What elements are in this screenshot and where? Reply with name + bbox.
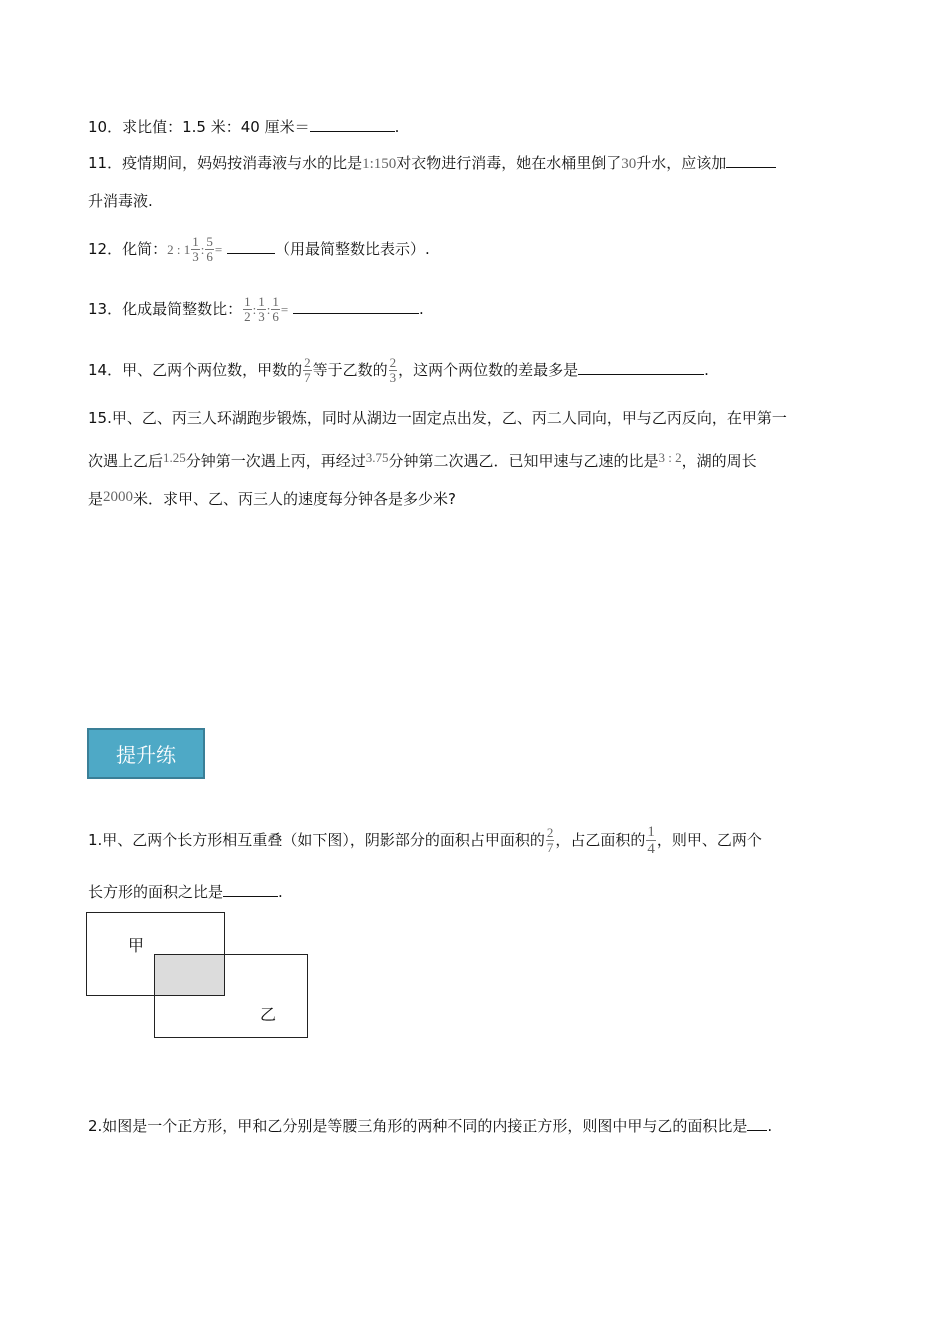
- equals: =: [280, 302, 289, 317]
- practice-1: [88, 820, 762, 860]
- fraction-den: 6: [272, 309, 279, 324]
- p2-text: 2.如图是一个正方形，甲和乙分别是等腰三角形的两种不同的内接正方形，则图中甲与乙的面积比是: [88, 1117, 748, 1135]
- p1-line2: 长方形的面积之比是: [88, 883, 224, 901]
- question-10: [88, 117, 399, 137]
- fraction: [257, 295, 266, 324]
- p1-text-c: ，则甲、乙两个: [656, 831, 762, 849]
- fraction-num: 1: [192, 234, 199, 249]
- section-title: 提升练: [116, 743, 176, 767]
- fraction-den: 7: [546, 840, 554, 855]
- question-14: [88, 352, 709, 388]
- q14-text-a: 14．甲、乙两个两位数，甲数的: [88, 361, 303, 379]
- question-12: [88, 232, 430, 267]
- q11-text-a: 11．疫情期间，妈妈按消毒液与水的比是: [88, 154, 363, 172]
- q14-text-c: ，这两个两位数的差最多是: [398, 361, 579, 379]
- period: .: [418, 300, 424, 318]
- period: .: [767, 1117, 773, 1135]
- question-11: [88, 153, 776, 174]
- answer-blank[interactable]: [227, 239, 275, 254]
- p1-text-a: 1.甲、乙两个长方形相互重叠（如下图），阴影部分的面积占甲面积的: [88, 831, 545, 849]
- question-11-line2: [88, 191, 153, 211]
- section-title-badge: [87, 728, 205, 779]
- q15-ratio: 3 : 2: [658, 450, 682, 465]
- practice-1-line2: [88, 882, 283, 902]
- label-yi: 乙: [260, 1005, 277, 1024]
- fraction: [271, 295, 280, 324]
- q15-line1: 15.甲、乙、丙三人环湖跑步锻炼，同时从湖边一固定点出发，乙、丙二人同向，甲与乙丙反向，在甲第一: [88, 409, 787, 427]
- fraction: [205, 235, 214, 264]
- q11-ratio: 1:150: [362, 156, 397, 172]
- q15-text: ，湖的周长: [681, 452, 757, 470]
- q15-time2: 3.75: [365, 450, 389, 465]
- fraction: [646, 824, 656, 857]
- fraction-den: 2: [244, 309, 251, 324]
- period: .: [704, 361, 709, 379]
- fraction-num: 1: [258, 294, 265, 309]
- q15-text: 分钟第二次遇乙．已知甲速与乙速的比是: [388, 452, 659, 470]
- practice-2: [88, 1116, 772, 1136]
- q14-text-b: 等于乙数的: [312, 361, 388, 379]
- question-15-line1: [88, 408, 787, 428]
- answer-blank[interactable]: [223, 882, 278, 897]
- period: .: [394, 118, 400, 136]
- fraction-num: 1: [272, 294, 279, 309]
- q12-text-b: （用最简整数比表示）.: [274, 240, 430, 258]
- fraction-num: 2: [389, 355, 397, 370]
- question-15-line3: [88, 487, 456, 509]
- q15-text: 是: [88, 490, 104, 508]
- answer-blank[interactable]: [578, 360, 704, 375]
- q13-label: 13．化成最简整数比：: [88, 300, 243, 318]
- equals: =: [214, 242, 223, 257]
- q15-perimeter: 2000: [103, 489, 134, 505]
- question-15-line2: [88, 448, 757, 471]
- q12-label: 12．化简：: [88, 240, 168, 258]
- q15-time1: 1.25: [163, 450, 186, 465]
- answer-blank[interactable]: [726, 153, 776, 168]
- q15-text: 分钟第一次遇上丙，再经过: [185, 452, 366, 470]
- fraction-den: 3: [389, 370, 397, 385]
- answer-blank[interactable]: [747, 1116, 767, 1131]
- p1-text-b: ，占乙面积的: [555, 831, 646, 849]
- fraction-den: 6: [206, 249, 213, 264]
- answer-blank[interactable]: [293, 299, 419, 314]
- fraction-den: 4: [647, 841, 655, 857]
- fraction: [243, 295, 252, 324]
- fraction-num: 2: [304, 355, 311, 370]
- q11-text-b: 对衣物进行消毒，她在水桶里倒了: [396, 154, 622, 172]
- colon: :: [266, 302, 271, 317]
- q11-line2: 升消毒液.: [88, 192, 153, 210]
- colon: :: [252, 302, 257, 317]
- fraction-num: 5: [206, 234, 213, 249]
- period: .: [278, 883, 283, 901]
- fraction-num: 2: [546, 825, 554, 840]
- q11-text-c: 升水，应该加: [636, 154, 727, 172]
- label-jia: 甲: [128, 936, 145, 955]
- fraction-num: 1: [647, 824, 655, 840]
- q12-expr: 2 : 1: [167, 242, 191, 257]
- fraction-den: 3: [258, 309, 265, 324]
- q11-water: 30: [621, 156, 637, 172]
- fraction-den: 7: [304, 370, 311, 385]
- q15-text: 次遇上乙后: [88, 452, 164, 470]
- fraction-den: 3: [192, 249, 199, 264]
- shaded-overlap: [154, 954, 225, 996]
- fraction: [546, 826, 555, 855]
- fraction: [389, 356, 398, 385]
- answer-blank[interactable]: [310, 117, 395, 132]
- fraction-num: 1: [244, 294, 251, 309]
- fraction: [303, 356, 312, 385]
- q10-text: 10．求比值：1.5 米：40 厘米＝: [88, 118, 310, 136]
- question-13: [88, 292, 424, 327]
- q15-text: 米．求甲、乙、丙三人的速度每分钟各是多少米?: [133, 490, 456, 508]
- colon: :: [200, 242, 205, 257]
- fraction: [191, 235, 200, 264]
